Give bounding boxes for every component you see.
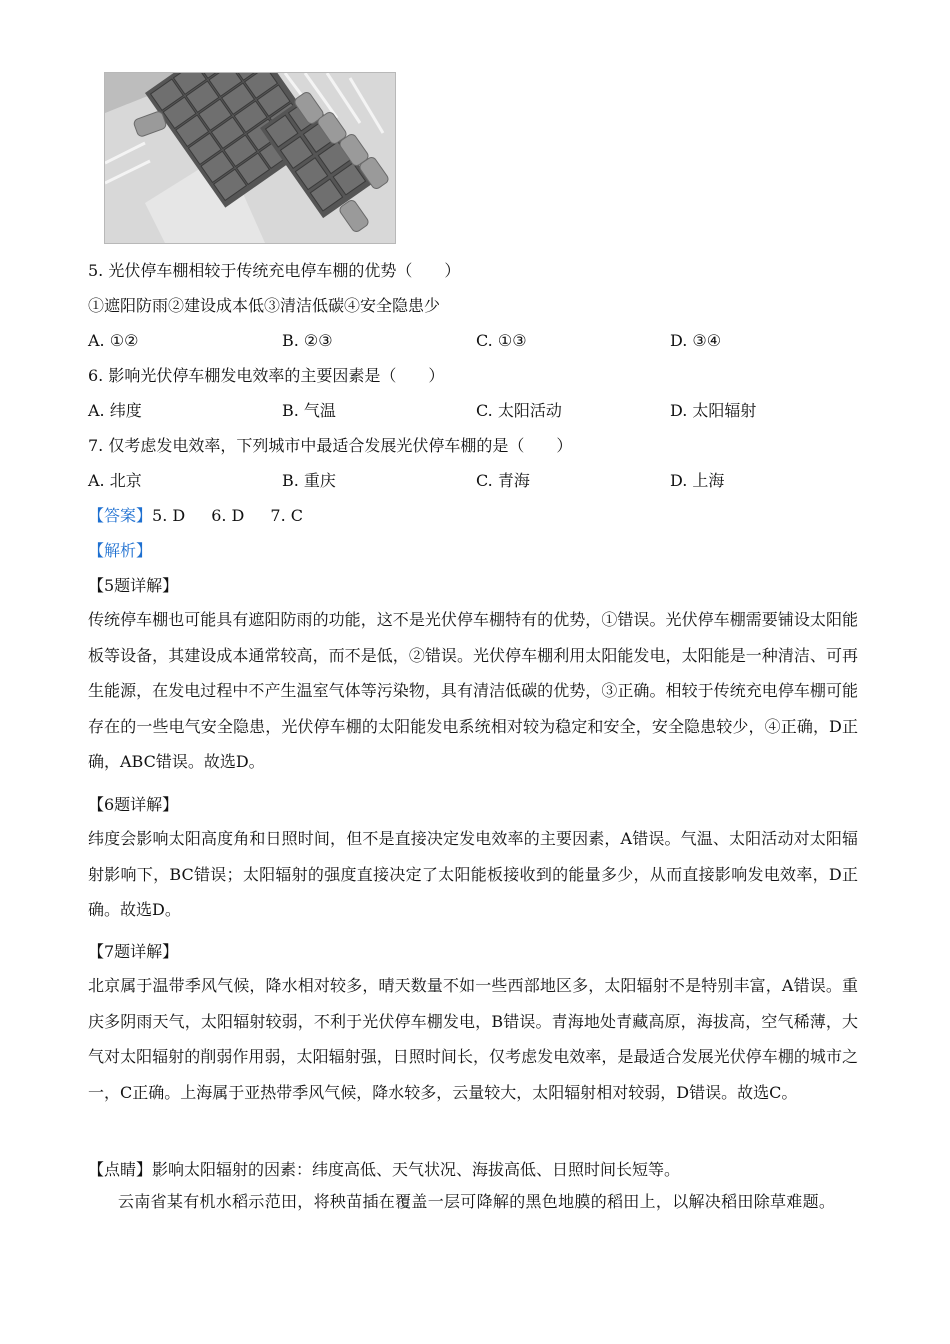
answer-item: 5. D	[152, 506, 186, 525]
answer-item: 6. D	[211, 506, 245, 525]
solar-carport-photo	[104, 72, 396, 244]
question-6-option-a: A. 纬度	[88, 401, 142, 420]
question-6-detail-label: 【6题详解】	[88, 795, 179, 814]
question-7-option-a: A. 北京	[88, 471, 142, 490]
analysis-label: 【解析】	[88, 541, 153, 560]
question-6-option-c: C. 太阳活动	[476, 401, 562, 420]
question-7-stem: 7. 仅考虑发电效率，下列城市中最适合发展光伏停车棚的是（ ）	[88, 436, 573, 455]
question-5-option-b: B. ②③	[282, 331, 333, 350]
question-6-option-b: B. 气温	[282, 401, 336, 420]
answer-line	[88, 506, 329, 526]
question-7-detail-label: 【7题详解】	[88, 942, 179, 961]
question-5-statements: ①遮阳防雨②建设成本低③清洁低碳④安全隐患少	[88, 296, 441, 315]
question-5-detail-text: 传统停车棚也可能具有遮阳防雨的功能，这不是光伏停车棚特有的优势，①错误。光伏停车棚需要铺设太阳能板等设备，其建设成本通常较高，而不是低，②错误。光伏停车棚利用太阳能发电，太阳能是一种清洁、可再生能源，在发电过程中不产生温室气体等污染物，具有清洁低碳的优势，③正确。相较于传统充电停车棚可能存在的一些电气安全隐患，光伏停车棚的太阳能发电系统相对较为稳定和安全，安全隐患较少，④正确，D正确，ABC错误。故选D。	[88, 610, 858, 771]
next-material-text: 云南省某有机水稻示范田，将秧苗插在覆盖一层可降解的黑色地膜的稻田上，以解决稻田除草难题。	[118, 1192, 836, 1211]
question-6-stem: 6. 影响光伏停车棚发电效率的主要因素是（ ）	[88, 366, 445, 385]
question-5-option-a: A. ①②	[88, 331, 139, 350]
question-7-option-c: C. 青海	[476, 471, 530, 490]
question-5-detail-label: 【5题详解】	[88, 576, 179, 595]
solar-carport-illustration	[105, 73, 395, 243]
question-7-option-d: D. 上海	[670, 471, 725, 490]
question-7-detail-text: 北京属于温带季风气候，降水相对较多，晴天数量不如一些西部地区多，太阳辐射不是特别丰富，A错误。重庆多阴雨天气，太阳辐射较弱，不利于光伏停车棚发电，B错误。青海地处青藏高原，海拔高，空气稀薄，大气对太阳辐射的削弱作用弱，太阳辐射强，日照时间长，仅考虑发电效率，是最适合发展光伏停车棚的城市之一，C正确。上海属于亚热带季风气候，降水较多，云量较大，太阳辐射相对较弱，D错误。故选C。	[88, 976, 858, 1102]
question-5-option-d: D. ③④	[670, 331, 722, 350]
tip-text: 影响太阳辐射的因素：纬度高低、天气状况、海拔高低、日照时间长短等。	[152, 1160, 681, 1179]
question-6-detail-text: 纬度会影响太阳高度角和日照时间，但不是直接决定发电效率的主要因素，A错误。气温、太阳活动对太阳辐射影响下，BC错误；太阳辐射的强度直接决定了太阳能板接收到的能量多少，从而直接影响发电效率，D正确。故选D。	[88, 829, 858, 919]
tip-line	[88, 1160, 680, 1180]
answer-item: 7. C	[270, 506, 303, 525]
question-5-option-c: C. ①③	[476, 331, 527, 350]
question-5-stem: 5. 光伏停车棚相较于传统充电停车棚的优势（ ）	[88, 261, 461, 280]
question-6-option-d: D. 太阳辐射	[670, 401, 757, 420]
question-7-option-b: B. 重庆	[282, 471, 336, 490]
answer-label: 【答案】	[88, 506, 153, 525]
tip-label: 【点睛】	[88, 1160, 153, 1179]
